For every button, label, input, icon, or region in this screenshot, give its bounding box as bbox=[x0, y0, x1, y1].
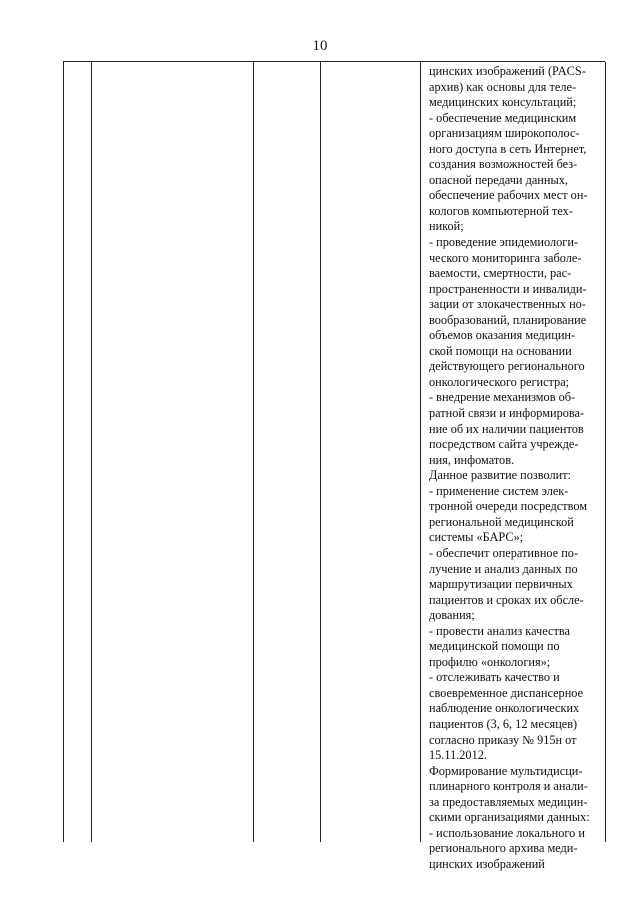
description-line: скими организациями данных: bbox=[429, 810, 590, 825]
description-line: ческого мониторинга заболе- bbox=[429, 250, 582, 265]
description-line: создания возможностей без- bbox=[429, 157, 578, 172]
description-line: - внедрение механизмов об- bbox=[429, 390, 576, 405]
description-line: ние об их наличии пациентов bbox=[429, 421, 584, 436]
table-column-number bbox=[64, 62, 92, 842]
description-line: пациентов (3, 6, 12 месяцев) bbox=[429, 716, 578, 731]
description-line: своевременное диспансерное bbox=[429, 685, 584, 700]
description-line: маршрутизации первичных bbox=[429, 577, 573, 592]
table-column-3 bbox=[254, 62, 321, 842]
description-line: действующего регионального bbox=[429, 359, 585, 374]
description-line: - применение систем элек- bbox=[429, 483, 569, 498]
description-line: ного доступа в сеть Интернет, bbox=[429, 141, 587, 156]
description-line: никой; bbox=[429, 219, 464, 234]
page-number: 10 bbox=[312, 38, 328, 54]
description-line: лучение и анализ данных по bbox=[429, 561, 578, 576]
description-line: ской помощи на основании bbox=[429, 343, 572, 358]
description-line: за предоставляемых медицин- bbox=[429, 794, 588, 809]
description-line: тронной очереди посредством bbox=[429, 499, 588, 514]
description-line: дования; bbox=[429, 608, 475, 623]
description-line: посредством сайта учрежде- bbox=[429, 437, 579, 452]
description-line: кологов компьютерной тех- bbox=[429, 203, 573, 218]
description-line: - проведение эпидемиологи- bbox=[429, 235, 578, 250]
table-column-description bbox=[421, 62, 606, 871]
description-line: - отслеживать качество и bbox=[429, 670, 560, 685]
description-line: медицинских консультаций; bbox=[429, 95, 577, 110]
description-line: Данное развитие позволит: bbox=[429, 468, 571, 483]
description-line: Формирование мультидисци- bbox=[429, 763, 583, 778]
description-line: ратной связи и информирова- bbox=[429, 406, 585, 421]
description-line: согласно приказу № 915н от bbox=[429, 732, 577, 747]
description-line: ваемости, смертности, рас- bbox=[429, 266, 572, 281]
description-line: цинских изображений bbox=[429, 856, 545, 871]
description-line: цинских изображений (PACS- bbox=[429, 64, 586, 78]
description-line: опасной передачи данных, bbox=[429, 172, 568, 187]
document-table bbox=[63, 61, 605, 871]
description-line: объемов оказания медицин- bbox=[429, 328, 576, 343]
description-line: ния, инфоматов. bbox=[429, 452, 515, 467]
table-column-4 bbox=[321, 62, 421, 842]
description-line: архив) как основы для теле- bbox=[429, 79, 577, 94]
description-line: обеспечение рабочих мест он- bbox=[429, 188, 588, 203]
description-line: системы «БАРС»; bbox=[429, 530, 524, 545]
description-line: онкологического регистра; bbox=[429, 374, 570, 389]
description-line: плинарного контроля и анали- bbox=[429, 779, 588, 794]
description-line: регионального архива меди- bbox=[429, 841, 578, 856]
description-line: - провести анализ качества bbox=[429, 623, 570, 638]
description-line: пациентов и сроках их обсле- bbox=[429, 592, 584, 607]
table-column-2 bbox=[92, 62, 254, 842]
description-line: организациям широкополос- bbox=[429, 126, 580, 141]
description-line: зации от злокачественных но- bbox=[429, 297, 586, 312]
description-line: наблюдение онкологических bbox=[429, 701, 580, 716]
description-cell-text bbox=[429, 64, 601, 872]
description-line: пространенности и инвалиди- bbox=[429, 281, 587, 296]
description-line: - использование локального и bbox=[429, 825, 585, 840]
description-line: - обеспечение медицинским bbox=[429, 110, 577, 125]
description-line: - обеспечит оперативное по- bbox=[429, 545, 579, 560]
description-line: региональной медицинской bbox=[429, 514, 574, 529]
description-line: вообразований, планирование bbox=[429, 312, 587, 327]
description-line: медицинской помощи по bbox=[429, 639, 560, 654]
description-line: профилю «онкология»; bbox=[429, 654, 551, 669]
description-line: 15.11.2012. bbox=[429, 748, 487, 763]
